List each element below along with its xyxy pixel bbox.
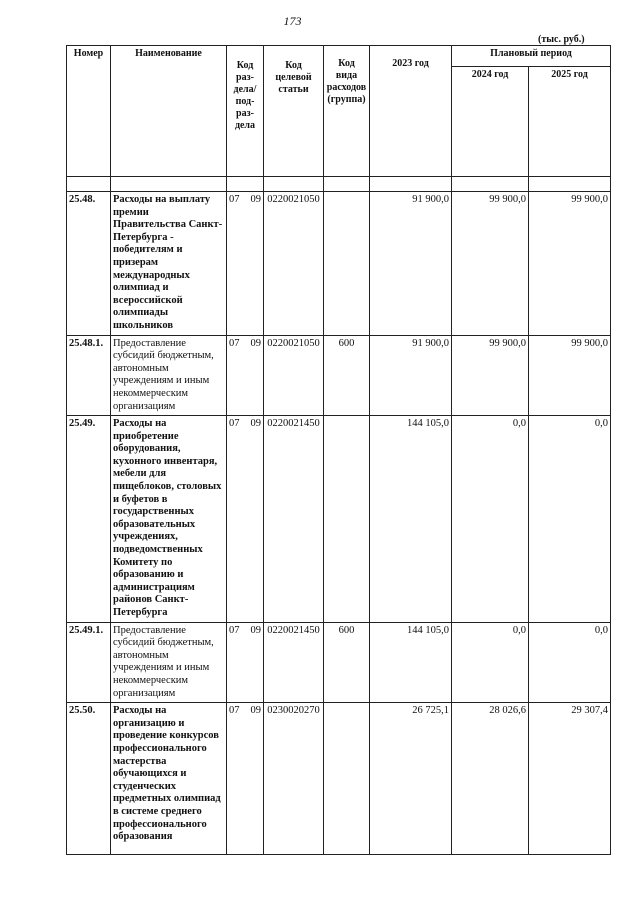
row-target: 0220021050 (264, 335, 324, 416)
header-target-line: целевой (275, 72, 312, 83)
row-id: 25.48. (67, 192, 111, 336)
header-planned-period: Плановый период (452, 46, 611, 67)
row-name: Расходы на приобретение оборудования, кухонного инвентаря, мебели для пищеблоков, столовых и буфетов в государственных образовательных учреждениях, подведомственных Комитету по образованию и администрациям районов Санкт-Петербурга (111, 416, 227, 623)
row-2023: 91 900,0 (370, 335, 452, 416)
row-group (324, 192, 370, 336)
header-target-line: Код (285, 60, 302, 71)
section-code: 07 (229, 337, 240, 349)
row-group: 600 (324, 622, 370, 703)
header-section-line: раз- (236, 72, 254, 83)
row-group: 600 (324, 335, 370, 416)
header-section (227, 46, 264, 177)
row-name: Расходы на организацию и проведение конкурсов профессионального мастерства обучающихся и студенческих предметных олимпиад в системе среднего профессионального образования (111, 703, 227, 855)
row-section (227, 416, 264, 623)
header-section-line: дела/ (233, 84, 257, 95)
header-row (67, 46, 611, 67)
row-2023: 144 105,0 (370, 622, 452, 703)
header-expense-group (324, 46, 370, 177)
row-2024: 0,0 (452, 416, 529, 623)
table-row (67, 622, 611, 703)
header-number: Номер (67, 46, 111, 177)
header-section-line: дела (234, 120, 256, 131)
subsection-code: 09 (250, 194, 261, 205)
row-2024: 28 026,6 (452, 703, 529, 855)
row-target: 0220021050 (264, 192, 324, 336)
row-2025: 99 900,0 (529, 192, 611, 336)
row-2025: 0,0 (529, 416, 611, 623)
spacer-row (67, 177, 611, 192)
header-2023: 2023 год (370, 46, 452, 177)
section-code: 07 (229, 624, 240, 636)
row-section (227, 192, 264, 336)
subsection-code: 09 (250, 337, 261, 349)
subsection-code: 09 (250, 624, 261, 636)
row-2025: 0,0 (529, 622, 611, 703)
table-row (67, 703, 611, 855)
row-2025: 99 900,0 (529, 335, 611, 416)
header-2025: 2025 год (529, 67, 611, 177)
table-row (67, 192, 611, 336)
row-section (227, 703, 264, 855)
row-2024: 99 900,0 (452, 192, 529, 336)
row-target: 0220021450 (264, 416, 324, 623)
header-section-line: раз- (236, 108, 254, 119)
row-2023: 91 900,0 (370, 192, 452, 336)
header-2024: 2024 год (452, 67, 529, 177)
header-section-line: под- (235, 96, 255, 107)
row-id: 25.50. (67, 703, 111, 855)
header-name: Наименование (111, 46, 227, 177)
section-code: 07 (229, 418, 240, 430)
row-id: 25.49.1. (67, 622, 111, 703)
section-code: 07 (229, 194, 240, 205)
units-label: (тыс. руб.) (538, 34, 585, 45)
row-2024: 99 900,0 (452, 335, 529, 416)
header-expense-line: (группа) (327, 94, 366, 105)
header-expense-line: вида (335, 70, 358, 81)
row-section (227, 335, 264, 416)
budget-table (66, 45, 611, 855)
table-row (67, 335, 611, 416)
header-target-line: статьи (278, 84, 309, 95)
row-2025: 29 307,4 (529, 703, 611, 855)
header-expense-line: Код (338, 58, 355, 69)
subsection-code: 09 (250, 705, 261, 717)
row-id: 25.48.1. (67, 335, 111, 416)
row-name: Предоставление субсидий бюджетным, автономным учреждениям и иным некоммерческим организациям (111, 622, 227, 703)
subsection-code: 09 (250, 418, 261, 430)
row-group (324, 703, 370, 855)
section-code: 07 (229, 705, 240, 717)
row-2024: 0,0 (452, 622, 529, 703)
row-2023: 144 105,0 (370, 416, 452, 623)
row-name: Расходы на выплату премии Правительства Санкт-Петербурга - победителям и призерам международных олимпиад и всероссийской олимпиады школьников (111, 192, 227, 336)
row-id: 25.49. (67, 416, 111, 623)
row-target: 0220021450 (264, 622, 324, 703)
header-section-line: Код (236, 60, 254, 71)
row-section (227, 622, 264, 703)
row-group (324, 416, 370, 623)
table-row (67, 416, 611, 623)
row-2023: 26 725,1 (370, 703, 452, 855)
row-target: 0230020270 (264, 703, 324, 855)
page-number: 173 (283, 14, 302, 28)
row-name: Предоставление субсидий бюджетным, автономным учреждениям и иным некоммерческим организациям (111, 335, 227, 416)
header-expense-line: расходов (326, 82, 367, 93)
header-target (264, 46, 324, 177)
